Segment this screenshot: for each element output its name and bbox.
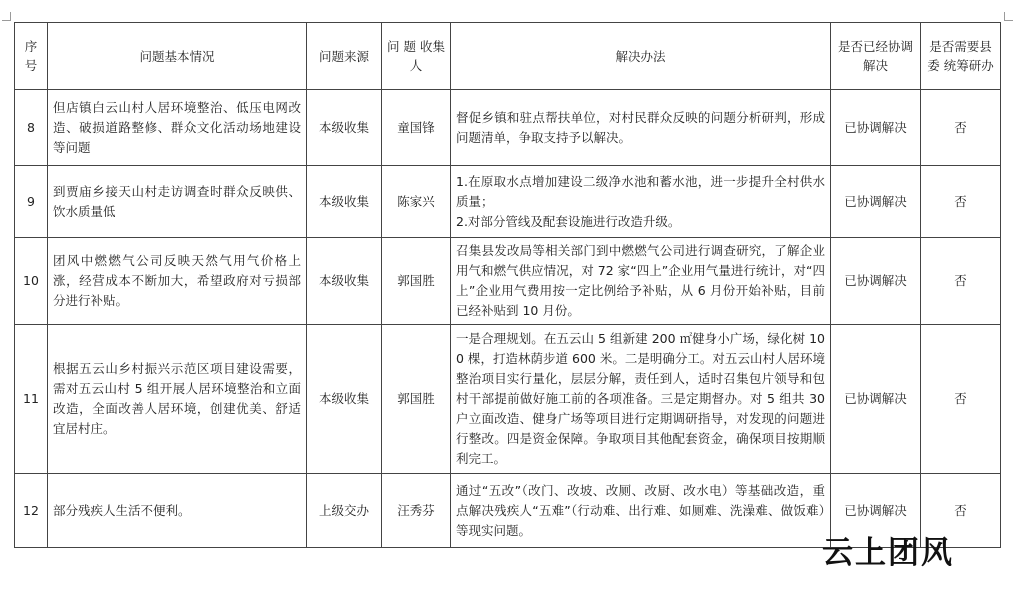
row-collector: 童国锋	[382, 90, 451, 166]
solution-line: 一是合理规划。在五云山 5 组新建 200 ㎡健身小广场，绿化树 100 棵，打造林荫步道 600 米。二是明确分工。对五云山村人居环境整治项目实行量化，层层分解，责任到人，适时召集包片领导和包村干部提前做好施工前的各项准备。三是定期督办。对 5 组共 30 户立面改造、健身广场等项目进行定期调研指导，对发现的问题进行整改。四是资金保障。争取项目其他配套资金，确保项目按期顺利完工。	[456, 331, 825, 466]
row-solution	[451, 166, 831, 238]
row-no: 12	[15, 474, 48, 548]
row-issue: 部分残疾人生活不便利。	[48, 474, 307, 548]
row-county-review: 否	[921, 474, 1001, 548]
row-solution	[451, 325, 831, 474]
row-source: 本级收集	[307, 166, 382, 238]
row-source: 本级收集	[307, 90, 382, 166]
table-row	[15, 90, 1001, 166]
table-row	[15, 166, 1001, 238]
header-county-review: 是否需要县 委 统筹研办	[921, 23, 1001, 90]
row-source: 本级收集	[307, 238, 382, 325]
table-header-row	[15, 23, 1001, 90]
row-no: 11	[15, 325, 48, 474]
row-collector: 陈家兴	[382, 166, 451, 238]
issue-table	[14, 22, 1001, 548]
solution-line: 督促乡镇和驻点帮扶单位，对村民群众反映的问题分析研判，形成问题清单，争取支持予以解决。	[456, 109, 825, 145]
row-coordinated: 已协调解决	[831, 238, 921, 325]
row-no: 10	[15, 238, 48, 325]
watermark-logo-text: 云上团风	[822, 535, 954, 571]
row-collector: 郭国胜	[382, 325, 451, 474]
row-collector: 郭国胜	[382, 238, 451, 325]
row-coordinated: 已协调解决	[831, 474, 921, 548]
row-coordinated: 已协调解决	[831, 166, 921, 238]
row-no: 8	[15, 90, 48, 166]
row-solution	[451, 90, 831, 166]
row-county-review: 否	[921, 90, 1001, 166]
solution-line: 通过“五改”（改门、改坡、改厕、改厨、改水电）等基础改造，重点解决残疾人“五难”（行动难、出行难、如厕难、洗澡难、做饭难）等现实问题。	[456, 482, 825, 538]
header-source: 问题来源	[307, 23, 382, 90]
header-coordinated: 是否已经协调解决	[831, 23, 921, 90]
row-collector: 汪秀芬	[382, 474, 451, 548]
row-solution	[451, 238, 831, 325]
header-solution: 解决办法	[451, 23, 831, 90]
table-body	[15, 90, 1001, 548]
solution-line: 1.在原取水点增加建设二级净水池和蓄水池，进一步提升全村供水质量；	[456, 173, 825, 209]
row-no: 9	[15, 166, 48, 238]
row-county-review: 否	[921, 166, 1001, 238]
row-solution	[451, 474, 831, 548]
header-issue: 问题基本情况	[48, 23, 307, 90]
row-coordinated: 已协调解决	[831, 90, 921, 166]
row-county-review: 否	[921, 238, 1001, 325]
page-corner-mark-left	[2, 12, 11, 21]
row-coordinated: 已协调解决	[831, 325, 921, 474]
table-row	[15, 325, 1001, 474]
row-source: 本级收集	[307, 325, 382, 474]
solution-line: 2.对部分管线及配套设施进行改造升级。	[456, 213, 681, 229]
row-issue: 到贾庙乡接天山村走访调查时群众反映供、饮水质量低	[48, 166, 307, 238]
page-corner-mark-right	[1004, 12, 1013, 21]
row-issue: 团风中燃燃气公司反映天然气用气价格上涨，经营成本不断加大，希望政府对亏损部分进行补贴。	[48, 238, 307, 325]
row-county-review: 否	[921, 325, 1001, 474]
row-source: 上级交办	[307, 474, 382, 548]
row-issue: 但店镇白云山村人居环境整治、低压电网改造、破损道路整修、群众文化活动场地建设等问题	[48, 90, 307, 166]
table-row	[15, 238, 1001, 325]
row-issue: 根据五云山乡村振兴示范区项目建设需要，需对五云山村 5 组开展人居环境整治和立面改造，全面改善人居环境，创建优美、舒适宜居村庄。	[48, 325, 307, 474]
solution-line: 召集县发改局等相关部门到中燃燃气公司进行调查研究，了解企业用气和燃气供应情况，对 72 家“四上”企业用气量进行统计，对“四上”企业用气费用按一定比例给予补贴，从 6 月份开始补贴，目前已经补贴到 10 月份。	[456, 243, 825, 318]
header-no: 序号	[15, 23, 48, 90]
header-collector: 问 题 收集人	[382, 23, 451, 90]
